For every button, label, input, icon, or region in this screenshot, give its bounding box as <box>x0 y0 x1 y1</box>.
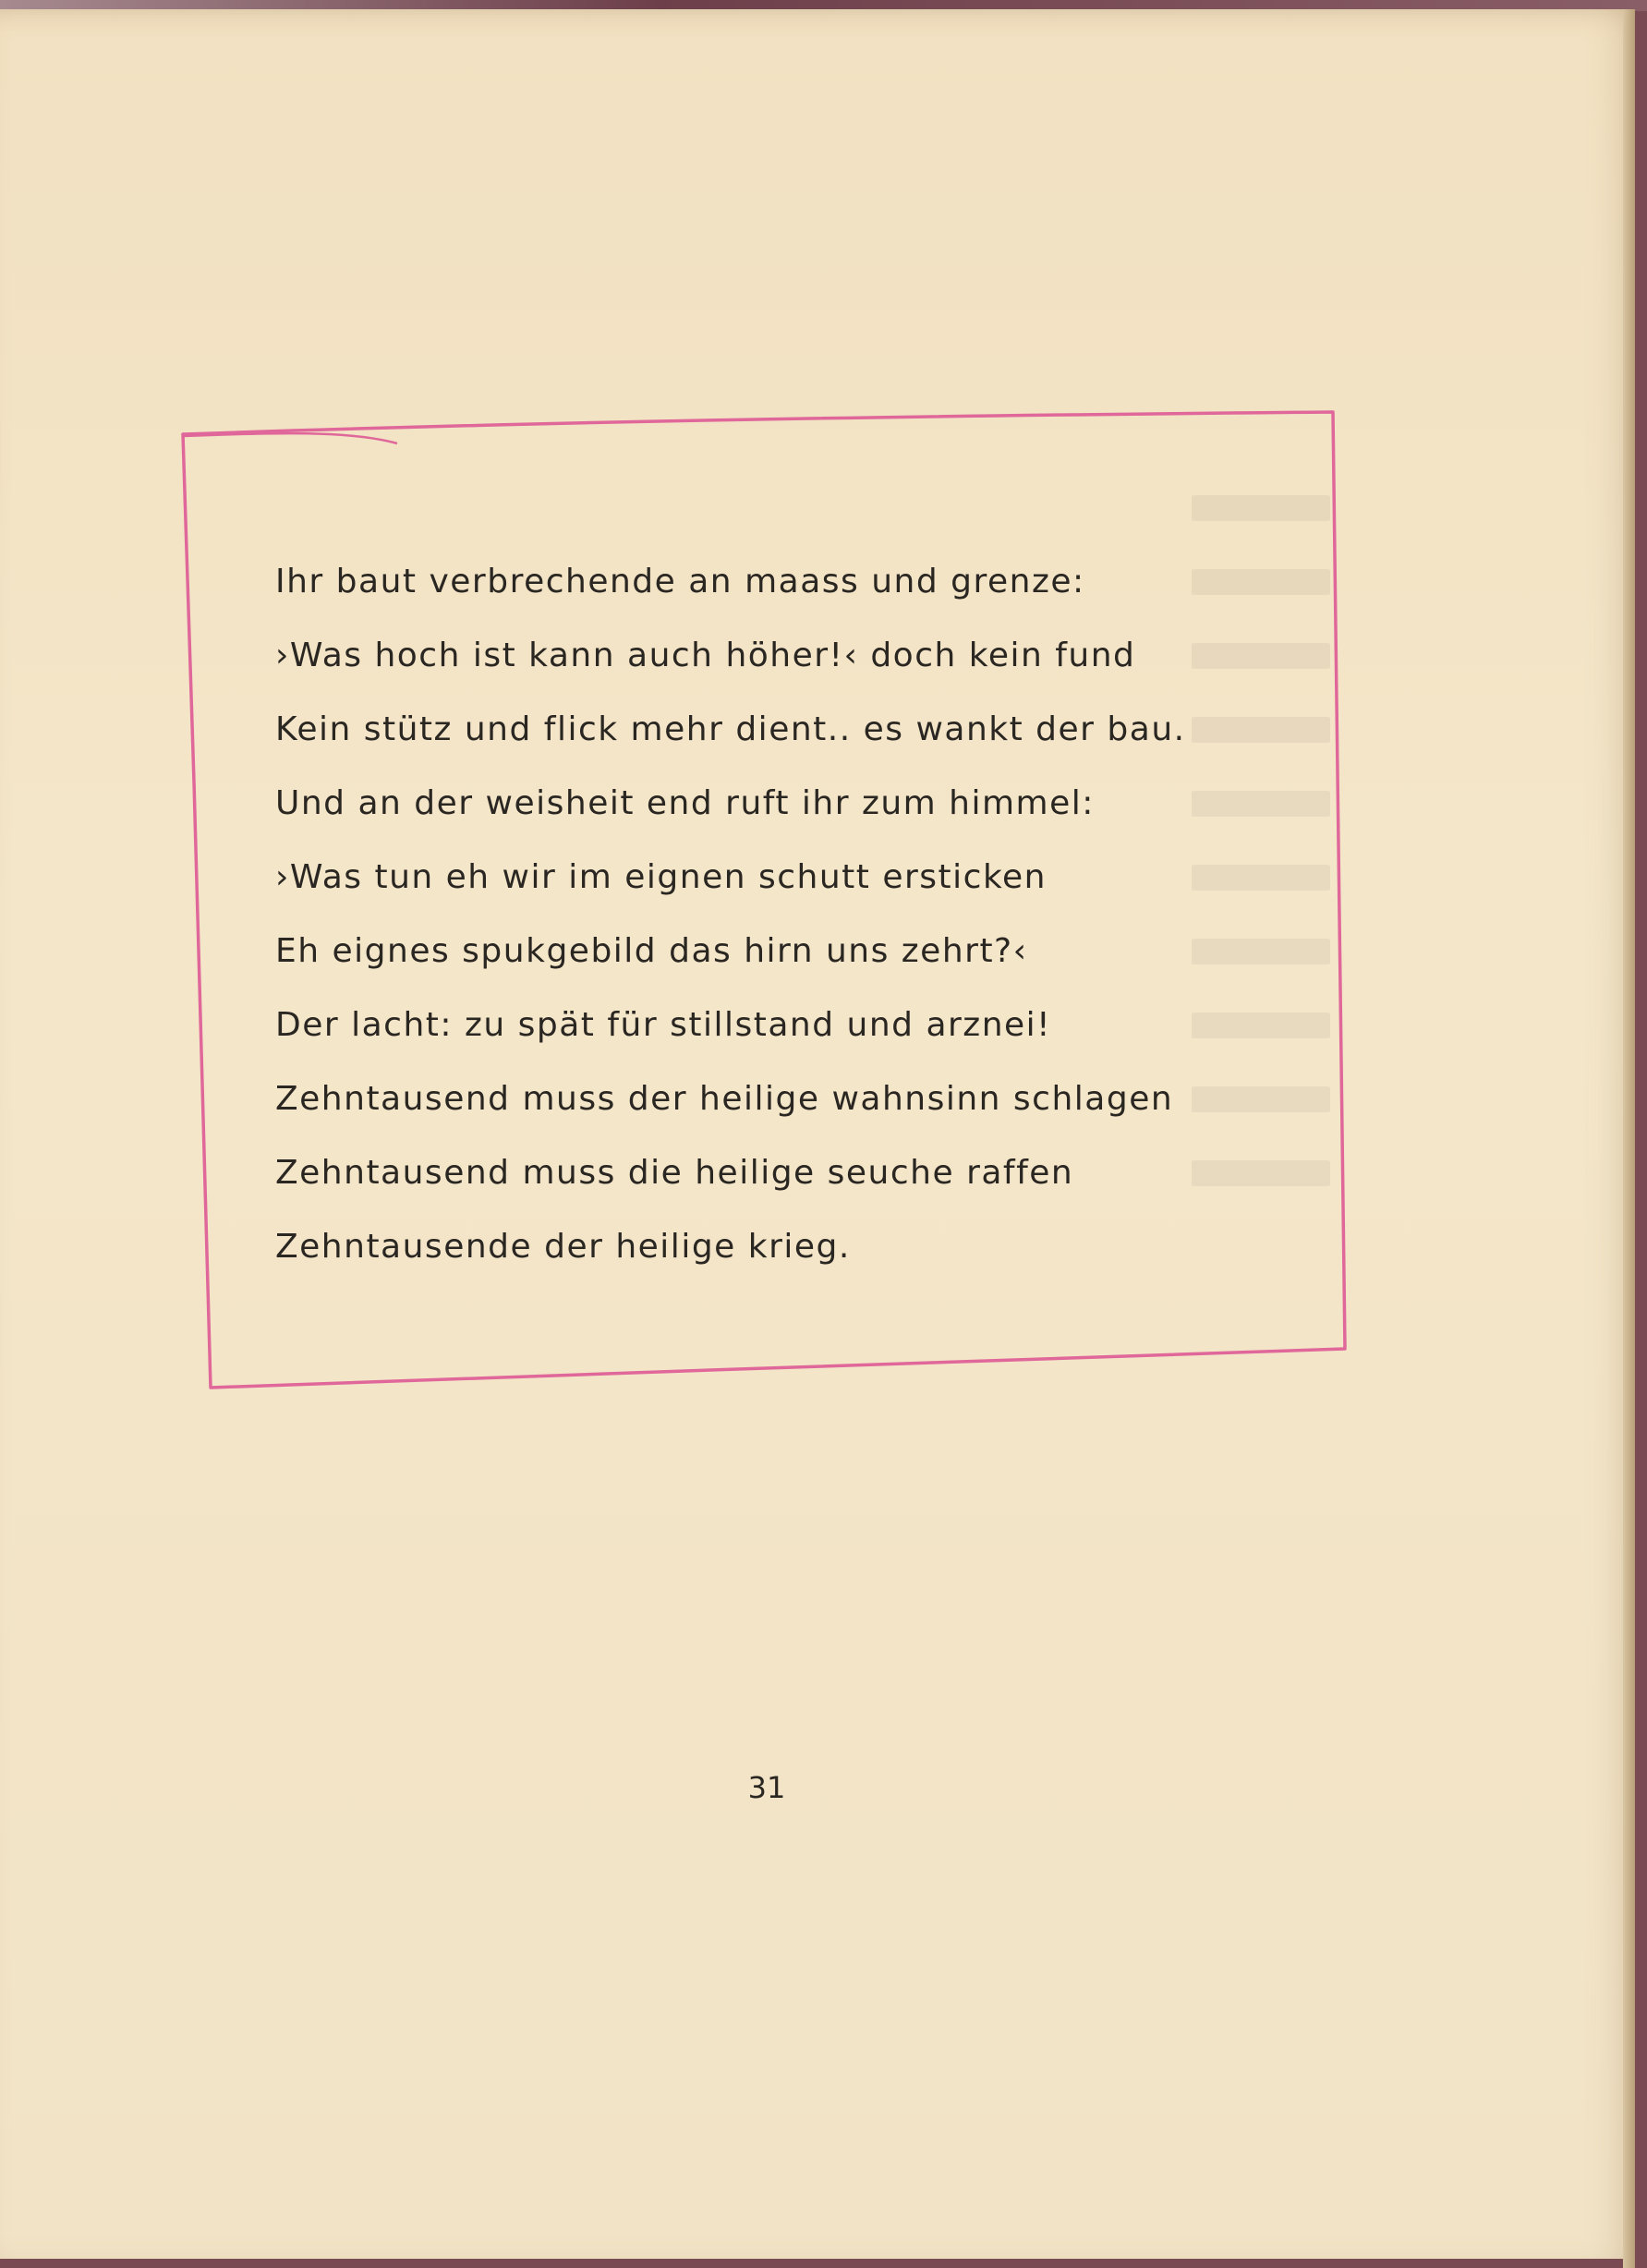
poem-line-10: Zehntausende der heilige krieg. <box>275 1228 851 1266</box>
poem-line-5: ›Was tun eh wir im eignen schutt ersticken <box>275 858 1047 896</box>
poem-line-4: Und an der weisheit end ruft ihr zum himmel: <box>275 784 1095 822</box>
poem-line-7: Der lacht: zu spät für stillstand und arznei! <box>275 1006 1052 1044</box>
poem-line-9: Zehntausend muss die heilige seuche raffen <box>275 1154 1074 1192</box>
poem-line-3: Kein stütz und flick mehr dient.. es wankt der bau. <box>275 710 1186 748</box>
poem-line-6: Eh eignes spukgebild das hirn uns zehrt?‹ <box>275 932 1028 970</box>
poem-line-8: Zehntausend muss der heilige wahnsinn schlagen <box>275 1080 1174 1118</box>
poem-line-1: Ihr baut verbrechende an maass und grenze: <box>275 563 1085 600</box>
poem <box>275 545 1291 1284</box>
poem-line-2: ›Was hoch ist kann auch höher!‹ doch kein fund <box>275 637 1136 674</box>
book-page <box>0 9 1635 2259</box>
page-number: 31 <box>747 1770 786 1805</box>
pencil-frame-stroke <box>183 433 397 443</box>
